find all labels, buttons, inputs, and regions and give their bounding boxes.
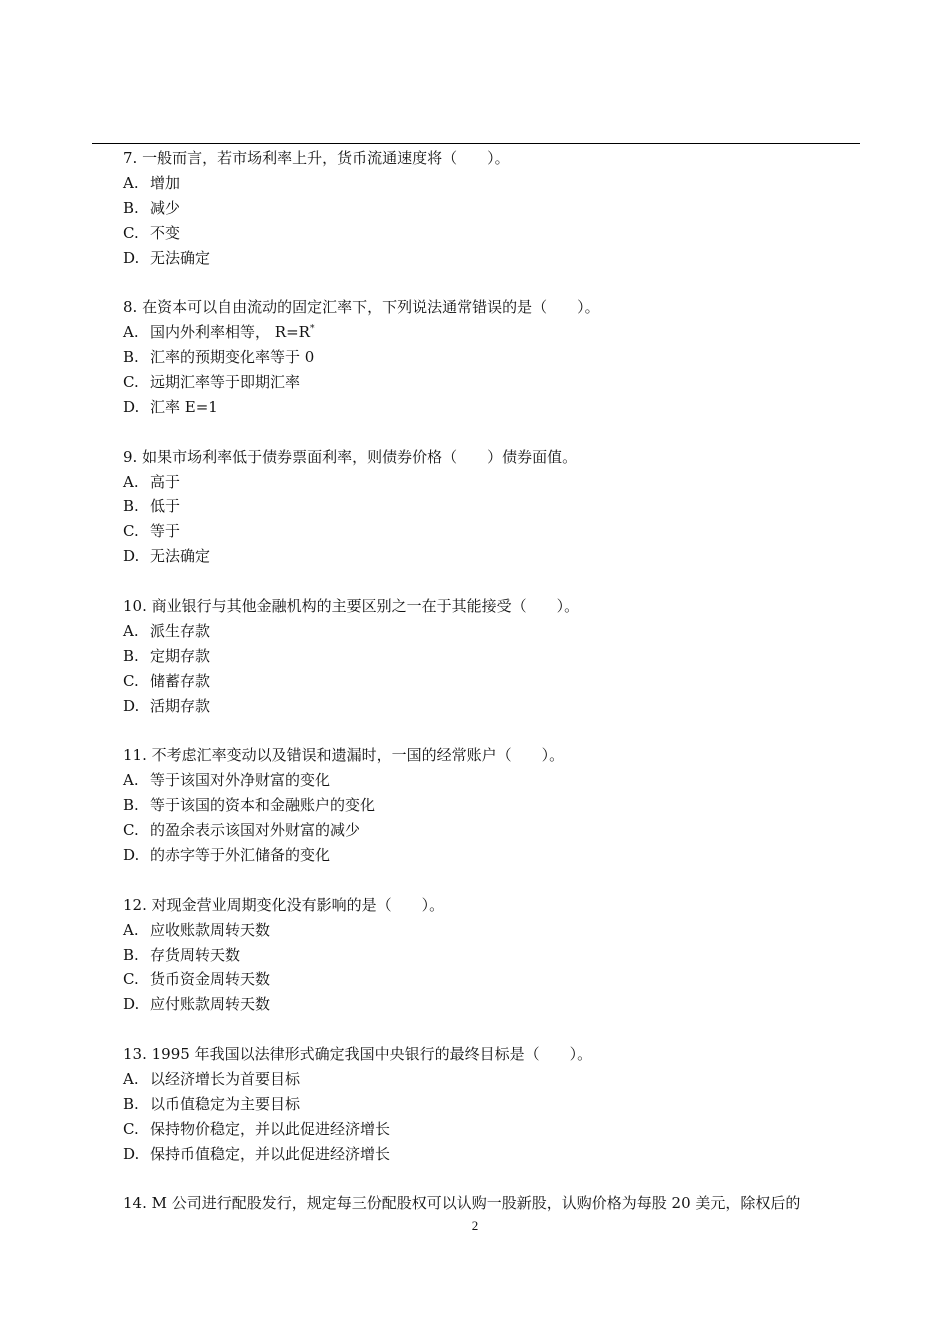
- question-8-option-a: [123, 320, 868, 345]
- question-7-option-d: [123, 246, 868, 271]
- option-letter: A.: [123, 472, 139, 491]
- spacer: [123, 420, 868, 445]
- superscript-star: *: [309, 324, 315, 335]
- question-12-option-c: [123, 967, 868, 992]
- option-text: 以经济增长为首要目标: [150, 1069, 301, 1088]
- option-text: 汇率的预期变化率等于 0: [150, 348, 315, 367]
- option-letter: A.: [123, 323, 139, 342]
- question-12-stem: 12. 对现金营业周期变化没有影响的是（ ）。: [123, 895, 445, 914]
- option-letter: B.: [123, 945, 139, 964]
- question-9-option-c: [123, 519, 868, 544]
- option-text: 增加: [150, 173, 181, 192]
- question-10-option-b: [123, 644, 868, 669]
- option-text: 等于该国对外净财富的变化: [150, 771, 331, 790]
- question-12-option-b: [123, 943, 868, 968]
- option-text: 的盈余表示该国对外财富的减少: [150, 821, 361, 840]
- spacer: [123, 1017, 868, 1042]
- option-letter: B.: [123, 348, 139, 367]
- question-8-option-c: [123, 370, 868, 395]
- option-letter: B.: [123, 646, 139, 665]
- question-8-stem: 8. 在资本可以自由流动的固定汇率下，下列说法通常错误的是（ ）。: [123, 298, 600, 317]
- option-text: 汇率 E=1: [150, 397, 218, 416]
- question-11-option-b: [123, 793, 868, 818]
- question-7-stem: 7. 一般而言，若市场利率上升，货币流通速度将（ ）。: [123, 149, 510, 167]
- option-text: 定期存款: [150, 646, 211, 665]
- question-10-stem: 10. 商业银行与其他金融机构的主要区别之一在于其能接受（ ）。: [123, 597, 580, 616]
- question-8-option-d: [123, 395, 868, 420]
- option-letter: A.: [123, 771, 139, 790]
- question-12-option-d: [123, 992, 868, 1017]
- option-letter: A.: [123, 621, 139, 640]
- question-10-option-c: [123, 669, 868, 694]
- question-7-option-c: [123, 221, 868, 246]
- question-13-stem: 13. 1995 年我国以法律形式确定我国中央银行的最终目标是（ ）。: [123, 1045, 593, 1064]
- option-text: 以币值稳定为主要目标: [150, 1094, 301, 1113]
- option-letter: C.: [123, 671, 139, 690]
- option-text: 国内外利率相等， R=R: [150, 323, 310, 342]
- option-letter: D.: [123, 845, 140, 864]
- spacer: [123, 1167, 868, 1192]
- question-11-stem: 11. 不考虑汇率变动以及错误和遗漏时，一国的经常账户（ ）。: [123, 746, 565, 765]
- question-13-option-a: [123, 1067, 868, 1092]
- question-13-option-b: [123, 1092, 868, 1117]
- option-text: 应付账款周转天数: [150, 995, 271, 1014]
- option-letter: D.: [123, 1144, 140, 1163]
- spacer: [123, 569, 868, 594]
- option-text: 不变: [150, 223, 181, 242]
- option-letter: D.: [123, 696, 140, 715]
- option-letter: C.: [123, 970, 139, 989]
- option-letter: B.: [123, 1094, 139, 1113]
- question-13-option-c: [123, 1117, 868, 1142]
- option-letter: D.: [123, 397, 140, 416]
- option-text: 远期汇率等于即期汇率: [150, 373, 301, 392]
- question-11-option-c: [123, 818, 868, 843]
- option-text: 保持物价稳定，并以此促进经济增长: [150, 1119, 391, 1138]
- option-text: 货币资金周转天数: [150, 970, 271, 989]
- option-letter: B.: [123, 497, 139, 516]
- option-text: 减少: [150, 198, 181, 217]
- option-letter: B.: [123, 198, 139, 217]
- question-9-option-b: [123, 494, 868, 519]
- option-text: 存货周转天数: [150, 945, 241, 964]
- option-text: 等于该国的资本和金融账户的变化: [150, 796, 376, 815]
- question-10-option-d: [123, 694, 868, 719]
- question-13-option-d: [123, 1142, 868, 1167]
- question-9-option-d: [123, 544, 868, 569]
- question-7-option-a: [123, 171, 868, 196]
- option-text: 应收账款周转天数: [150, 920, 271, 939]
- option-letter: B.: [123, 796, 139, 815]
- option-letter: A.: [123, 173, 139, 192]
- option-letter: C.: [123, 1119, 139, 1138]
- question-10-option-a: [123, 619, 868, 644]
- option-text: 低于: [150, 497, 181, 516]
- option-letter: D.: [123, 547, 140, 566]
- option-letter: C.: [123, 373, 139, 392]
- option-text: 等于: [150, 522, 181, 541]
- option-letter: D.: [123, 248, 140, 267]
- question-8-option-b: [123, 345, 868, 370]
- option-letter: C.: [123, 821, 139, 840]
- spacer: [123, 718, 868, 743]
- option-letter: C.: [123, 223, 139, 242]
- option-text: 派生存款: [150, 621, 211, 640]
- question-9-stem: 9. 如果市场利率低于债券票面利率，则债券价格（ ）债券面值。: [123, 447, 578, 466]
- option-text: 的赤字等于外汇储备的变化: [150, 845, 331, 864]
- option-letter: A.: [123, 1069, 139, 1088]
- question-7-option-b: [123, 196, 868, 221]
- page-number: 2: [471, 1218, 479, 1233]
- option-letter: A.: [123, 920, 139, 939]
- option-letter: C.: [123, 522, 139, 541]
- question-11-option-d: [123, 843, 868, 868]
- option-text: 无法确定: [150, 547, 211, 566]
- option-text: 保持币值稳定，并以此促进经济增长: [150, 1144, 391, 1163]
- question-list: [123, 146, 868, 1216]
- spacer: [123, 270, 868, 295]
- option-text: 高于: [150, 472, 181, 491]
- spacer: [123, 868, 868, 893]
- option-text: 活期存款: [150, 696, 211, 715]
- option-text: 无法确定: [150, 248, 211, 267]
- option-letter: D.: [123, 995, 140, 1014]
- question-14-stem: 14. M 公司进行配股发行，规定每三份配股权可以认购一股新股，认购价格为每股 20 美元，除权后的: [123, 1194, 801, 1213]
- question-9-option-a: [123, 470, 868, 495]
- option-text: 储蓄存款: [150, 671, 211, 690]
- header-rule: [92, 143, 860, 144]
- question-12-option-a: [123, 918, 868, 943]
- question-11-option-a: [123, 768, 868, 793]
